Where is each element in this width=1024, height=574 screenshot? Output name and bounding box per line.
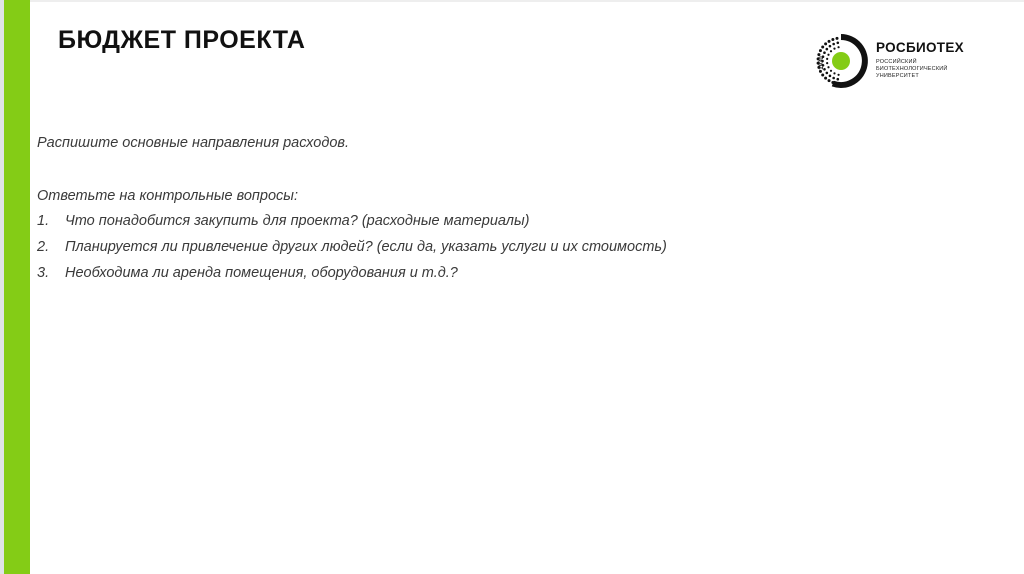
question-text: Что понадобится закупить для проекта? (расходные материалы): [65, 213, 530, 229]
accent-bar: [4, 0, 30, 574]
questions-prompt: Ответьте на контрольные вопросы:: [37, 188, 298, 204]
question-item: [37, 239, 667, 265]
question-number: 1.: [37, 213, 50, 229]
logo-subtitle-line: БИОТЕХНОЛОГИЧЕСКИЙ: [876, 66, 948, 72]
question-text: Планируется ли привлечение других людей? (если да, указать услуги и их стоимость): [65, 239, 667, 255]
svg-text:1930: 1930: [819, 56, 825, 70]
logo-subtitle-line: УНИВЕРСИТЕТ: [876, 73, 919, 79]
logo-subtitle: [876, 59, 948, 80]
questions-list: [37, 213, 667, 291]
question-number: 3.: [37, 265, 50, 281]
logo-name: РОСБИОТЕХ: [876, 40, 964, 55]
rosbiotech-emblem-icon: [812, 32, 870, 90]
intro-text: Распишите основные направления расходов.: [37, 135, 349, 151]
question-text: Необходима ли аренда помещения, оборудования и т.д.?: [65, 265, 458, 281]
question-item: [37, 213, 667, 239]
top-divider: [30, 0, 1024, 2]
question-item: [37, 265, 667, 291]
question-number: 2.: [37, 239, 50, 255]
university-logo: [812, 32, 992, 90]
slide-title: БЮДЖЕТ ПРОЕКТА: [58, 26, 306, 54]
logo-subtitle-line: РОССИЙСКИЙ: [876, 59, 917, 65]
